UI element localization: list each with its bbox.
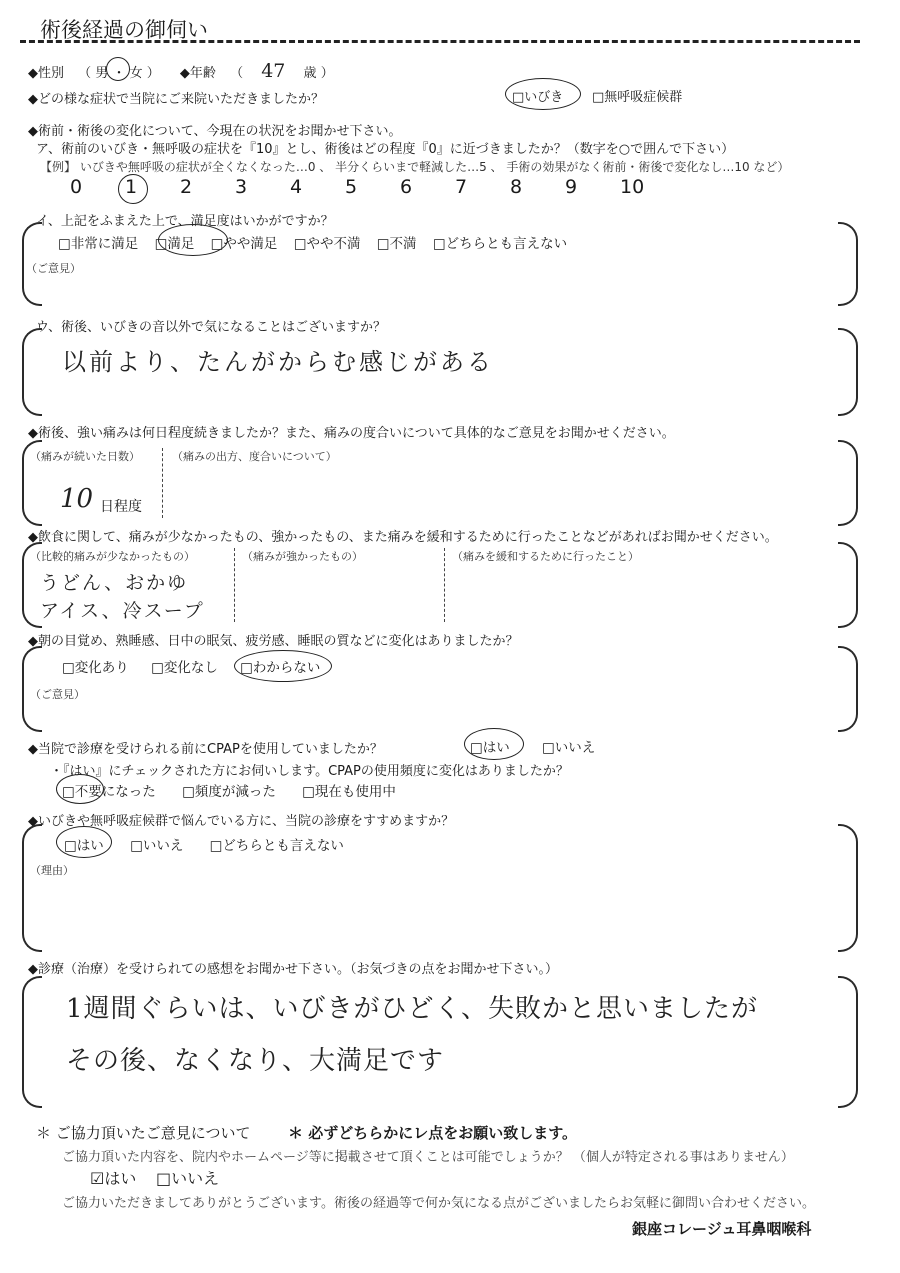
consent-heading-right: ＊ 必ずどちらかにレ点をお願い致します。	[288, 1124, 578, 1142]
sleep-question: ◆朝の目覚め、熟睡感、日中の眠気、疲労感、睡眠の質などに変化はありましたか？	[28, 634, 519, 649]
age-label: ◆年齢	[179, 66, 216, 81]
sleep-unknown[interactable]: □わからない	[240, 660, 321, 676]
satisfaction-very-satisfied[interactable]: □非常に満足	[58, 236, 139, 252]
male-circle-mark	[106, 57, 130, 81]
scale-5[interactable]: 5	[345, 176, 358, 198]
change-subquestion-a: ア、術前のいびき・無呼吸の症状を『10』とし、術後はどの程度『0』に近づきましたか？（数字を○で囲んで下さい）	[36, 142, 735, 157]
gender-row	[28, 60, 334, 82]
food-divider-2	[444, 548, 445, 622]
thanks-message: ご協力いただきましてありがとうございます。術後の経過等で何か気になる点がございましたらお気軽に御問い合わせください。	[62, 1196, 815, 1211]
consent-yes-option[interactable]: ☑はい	[90, 1169, 137, 1188]
scale-4[interactable]: 4	[290, 176, 303, 198]
satisfaction-unsatisfied[interactable]: □不満	[376, 236, 417, 252]
gender-close: ）	[146, 66, 160, 81]
scale-1-circle-mark	[118, 174, 148, 204]
food-col2-label: （痛みが強かったもの）	[242, 550, 363, 563]
recommend-neither[interactable]: □どちらとも言えない	[209, 838, 344, 854]
scale-9[interactable]: 9	[565, 176, 578, 198]
gender-label: ◆性別	[28, 66, 64, 81]
other-bracket-right	[838, 328, 858, 416]
impression-question: ◆診療（治療）を受けられての感想をお聞かせ下さい。（お気づきの点をお聞かせ下さい。）	[28, 962, 558, 977]
gender-male: 男	[95, 66, 109, 81]
change-example: 【例】 いびきや無呼吸の症状が全くなくなった…0 、 半分くらいまで軽減した…5 、 手術の効果がなく術前・術後で変化なし…10 など）	[40, 160, 790, 174]
other-concerns-answer: 以前より、たんがからむ感じがある	[62, 348, 494, 376]
pain-days-value: 10	[60, 484, 94, 514]
impression-line-1: 1週間ぐらいは、いびきがひどく、失敗かと思いましたが	[66, 994, 759, 1024]
food-col1-line1: うどん、おかゆ	[40, 572, 189, 594]
satisfaction-options	[58, 232, 567, 252]
pain-question: ◆術後、強い痛みは何日程度続きましたか？また、痛みの度合いについて具体的なご意見をお聞かせください。	[28, 426, 675, 441]
cpap-subquestion: ・『はい』にチェックされた方にお伺いします。CPAPの使用頻度に変化はありましたか？	[50, 764, 569, 779]
food-divider-1	[234, 548, 235, 622]
scale-6[interactable]: 6	[400, 176, 413, 198]
food-question: ◆飲食に関して、痛みが少なかったもの、強かったもの、また痛みを緩和するために行ったことなどがあればお聞かせください。	[28, 530, 778, 545]
food-bracket-right	[838, 542, 858, 628]
severity-scale	[70, 176, 675, 198]
gender-female: 女	[129, 66, 143, 81]
age-unit: 歳	[303, 66, 317, 81]
recommend-no[interactable]: □いいえ	[130, 838, 184, 854]
scale-0[interactable]: 0	[70, 176, 83, 198]
cpap-sub-options	[62, 780, 396, 800]
snoring-circle-mark	[505, 78, 581, 110]
symptom-snoring-option[interactable]: □いびき	[512, 90, 564, 105]
recommend-bracket-right	[838, 824, 858, 952]
scale-1[interactable]: 1	[125, 176, 138, 198]
scale-10[interactable]: 10	[620, 176, 645, 198]
sleep-bracket-right	[838, 646, 858, 732]
cpap-not-needed-circle-mark	[56, 774, 104, 804]
sleep-comment-label: （ご意見）	[30, 688, 85, 701]
recommend-reason-label: （理由）	[30, 864, 74, 877]
scale-7[interactable]: 7	[455, 176, 468, 198]
scale-3[interactable]: 3	[235, 176, 248, 198]
pain-days-unit: 日程度	[100, 499, 142, 515]
age-close: ）	[320, 66, 334, 81]
satisfaction-neither[interactable]: □どちらとも言えない	[432, 236, 568, 252]
food-col1-line2: アイス、冷スープ	[40, 600, 205, 622]
food-col3-label: （痛みを緩和するために行ったこと）	[452, 550, 639, 563]
food-col1-label: （比較的痛みが少なかったもの）	[30, 550, 195, 563]
cpap-yes-option[interactable]: □はい	[470, 740, 510, 756]
pain-bracket-right	[838, 440, 858, 526]
consent-text: ご協力頂いた内容を、院内やホームページ等に掲載させて頂くことは可能でしょうか？ （個人が特定される事はありません）	[62, 1150, 794, 1165]
age-open: （	[230, 66, 244, 81]
satisfaction-bracket-right	[838, 222, 858, 306]
scale-8[interactable]: 8	[510, 176, 523, 198]
pain-detail-label: （痛みの出方、度合いについて）	[172, 450, 337, 463]
satisfaction-somewhat-satisfied[interactable]: □やや満足	[210, 236, 278, 252]
title-divider	[20, 40, 860, 43]
consent-heading-left: ＊ ご協力頂いたご意見について	[36, 1124, 251, 1142]
symptom-apnea-option[interactable]: □無呼吸症候群	[592, 90, 683, 105]
impression-line-2: その後、なくなり、大満足です	[66, 1046, 445, 1076]
other-bracket-left	[22, 328, 42, 416]
consent-no-option[interactable]: □いいえ	[156, 1169, 220, 1188]
satisfaction-satisfied[interactable]: □満足	[154, 236, 195, 252]
recommend-bracket-left	[22, 824, 42, 952]
cpap-no-longer-needed[interactable]: □不要になった	[62, 784, 156, 800]
gender-sep: ・	[112, 66, 126, 81]
cpap-yes-circle-mark	[464, 728, 524, 760]
pain-days-label: （痛みが続いた日数）	[30, 450, 140, 463]
cpap-reduced[interactable]: □頻度が減った	[182, 784, 276, 800]
cpap-still-using[interactable]: □現在も使用中	[302, 784, 396, 800]
other-concerns-question: ウ、術後、いびきの音以外で気になることはございますか？	[36, 320, 386, 335]
page-title: 術後経過の御伺い	[40, 18, 208, 42]
recommend-yes-circle-mark	[56, 826, 112, 858]
recommend-yes[interactable]: □はい	[64, 838, 104, 854]
sleep-unknown-circle-mark	[234, 650, 332, 682]
cpap-no-option[interactable]: □いいえ	[542, 740, 596, 756]
recommend-question: ◆いびきや無呼吸症候群で悩んでいる方に、当院の診療をすすめますか？	[28, 814, 455, 829]
symptom-question: ◆どの様な症状で当院にご来院いただきましたか？	[28, 92, 324, 107]
sleep-unchanged[interactable]: □変化なし	[151, 660, 218, 676]
gender-open: （	[78, 66, 92, 81]
pain-divider	[162, 448, 163, 518]
change-question: ◆術前・術後の変化について、今現在の状況をお聞かせ下さい。	[28, 124, 402, 139]
age-value: 47	[261, 60, 286, 82]
satisfaction-somewhat-unsatisfied[interactable]: □やや不満	[293, 236, 361, 252]
satisfaction-question: イ、上記をふまえた上で、満足度はいかがですか？	[36, 214, 334, 229]
cpap-question: ◆当院で診療を受けられる前にCPAPを使用していましたか？	[28, 742, 383, 757]
satisfied-circle-mark	[158, 224, 228, 256]
sleep-changed[interactable]: □変化あり	[62, 660, 129, 676]
satisfaction-comment-label: （ご意見）	[26, 262, 81, 275]
impression-bracket-right	[838, 976, 858, 1108]
scale-2[interactable]: 2	[180, 176, 193, 198]
clinic-name: 銀座コレージュ耳鼻咽喉科	[632, 1220, 812, 1238]
impression-bracket-left	[22, 976, 42, 1108]
